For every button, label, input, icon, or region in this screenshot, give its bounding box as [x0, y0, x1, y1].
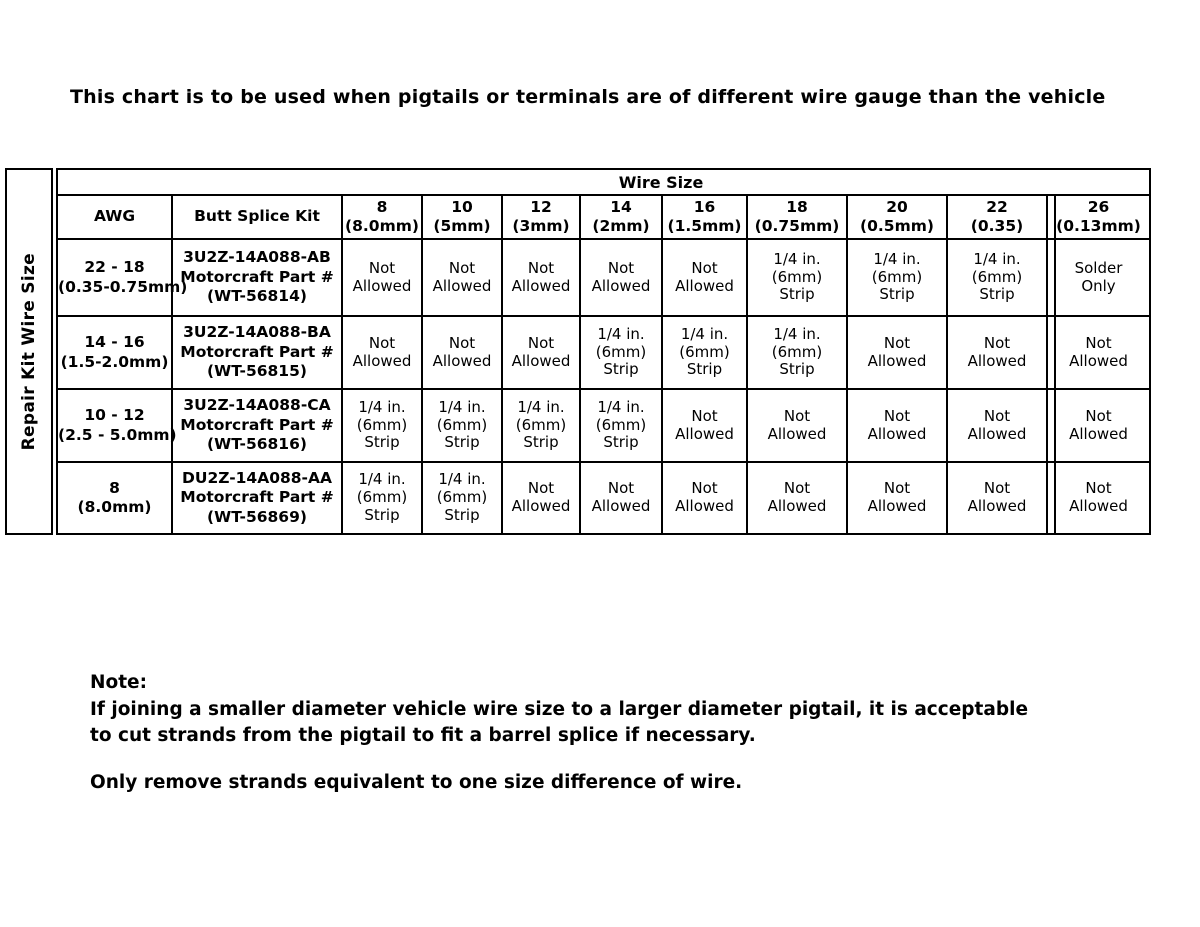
- cell-line: (3mm): [512, 217, 570, 235]
- cell-line: Allowed: [675, 497, 734, 515]
- cell-line: 1/4 in.: [773, 324, 821, 343]
- col-header-size-20: [847, 195, 947, 239]
- cell-line: Strip: [523, 433, 559, 452]
- allowance-cell: [580, 316, 662, 389]
- cell-line: Strip: [686, 360, 723, 379]
- cell-line: (2.5 - 5.0mm): [58, 425, 177, 444]
- allowance-cell: [580, 389, 662, 462]
- cell-line: Allowed: [867, 351, 927, 370]
- allowance-cell: [580, 462, 662, 534]
- cell-line: Allowed: [352, 351, 412, 370]
- cell-line: Not: [527, 333, 555, 352]
- col-header-size-16: [662, 195, 747, 239]
- cell-line: (WT-56814): [207, 287, 307, 306]
- cell-line: Allowed: [767, 497, 827, 515]
- cell-line: Allowed: [1069, 424, 1128, 443]
- cell-line: Not: [691, 479, 718, 498]
- cell-line: 1/4 in.: [358, 397, 406, 416]
- allowance-cell: [847, 316, 947, 389]
- cell-line: (0.35): [970, 217, 1024, 235]
- cell-line: Strip: [879, 285, 915, 304]
- allowance-cell: [747, 316, 847, 389]
- cell-line: (6mm): [515, 415, 567, 434]
- cell-line: (WT-56816): [207, 435, 307, 454]
- cell-line: 18: [786, 197, 808, 216]
- cell-line: Not: [607, 479, 635, 498]
- cell-line: Strip: [603, 433, 639, 452]
- allowance-cell: [342, 316, 422, 389]
- allowance-cell: [502, 462, 580, 534]
- butt-splice-kit-cell: [172, 239, 342, 316]
- cell-line: Not: [783, 479, 811, 498]
- cell-line: Strip: [364, 505, 400, 524]
- cell-line: Not: [448, 258, 476, 277]
- cell-line: Allowed: [352, 276, 412, 295]
- cell-line: (0.13mm): [1056, 217, 1141, 235]
- cell-line: Not: [883, 479, 911, 498]
- allowance-cell: [1047, 316, 1150, 389]
- col-header-size-8: [342, 195, 422, 239]
- cell-line: (6mm): [679, 342, 730, 361]
- cell-line: (6mm): [436, 415, 488, 434]
- cell-line: 1/4 in.: [597, 324, 645, 343]
- cell-line: Allowed: [867, 497, 927, 515]
- cell-line: Allowed: [767, 424, 827, 443]
- cell-line: 14: [610, 197, 632, 216]
- cell-line: Not: [983, 479, 1011, 498]
- cell-line: 12: [530, 197, 552, 216]
- allowance-cell: [1047, 462, 1150, 534]
- allowance-cell: [422, 316, 502, 389]
- allowance-cell: [662, 389, 747, 462]
- cell-line: (5mm): [433, 217, 491, 235]
- cell-line: Allowed: [511, 276, 571, 295]
- cell-line: 22 - 18: [84, 258, 145, 277]
- cell-line: Allowed: [591, 276, 651, 295]
- cell-line: (1.5-2.0mm): [60, 352, 169, 371]
- cell-line: Strip: [603, 360, 639, 379]
- cell-line: Only: [1081, 276, 1116, 295]
- cell-line: Allowed: [1069, 351, 1128, 370]
- cell-line: 14 - 16: [84, 333, 145, 352]
- awg-cell: [57, 462, 172, 534]
- cell-line: 1/4 in.: [358, 470, 406, 489]
- cell-line: Not: [983, 406, 1011, 425]
- cell-line: Allowed: [967, 424, 1027, 443]
- butt-splice-kit-cell: [172, 389, 342, 462]
- cell-line: 1/4 in.: [517, 397, 565, 416]
- allowance-cell: [342, 239, 422, 316]
- awg-cell: [57, 316, 172, 389]
- page-title: This chart is to be used when pigtails or terminals are of different wire gauge than the vehicle: [70, 86, 1106, 108]
- cell-line: Strip: [444, 433, 480, 452]
- cell-line: 22: [986, 197, 1008, 216]
- cell-line: Not: [1085, 333, 1112, 352]
- note-line: to cut strands from the pigtail to fit a barrel splice if necessary.: [90, 725, 756, 746]
- cell-line: Not: [1085, 406, 1112, 425]
- cell-line: (WT-56815): [207, 362, 307, 381]
- cell-line: (6mm): [356, 415, 408, 434]
- allowance-cell: [422, 239, 502, 316]
- allowance-cell: [422, 389, 502, 462]
- cell-line: 1/4 in.: [438, 470, 486, 489]
- cell-line: Allowed: [967, 351, 1027, 370]
- cell-line: (1.5mm): [667, 217, 742, 235]
- allowance-cell: [947, 389, 1047, 462]
- table-row: [57, 239, 1150, 316]
- cell-line: Not: [368, 258, 396, 277]
- allowance-cell: [747, 389, 847, 462]
- table-row: [57, 462, 1150, 534]
- col-header-size-22: [947, 195, 1047, 239]
- allowance-cell: [342, 389, 422, 462]
- column-header-row: [57, 195, 1150, 239]
- col-header-butt-splice-kit: Butt Splice Kit: [172, 195, 342, 239]
- cell-line: Strip: [779, 360, 815, 379]
- allowance-cell: [502, 239, 580, 316]
- cell-line: Not: [527, 258, 555, 277]
- col-header-size-26: [1047, 195, 1150, 239]
- allowance-cell: [747, 462, 847, 534]
- cell-line: 1/4 in.: [597, 397, 645, 416]
- cell-line: Not: [1085, 479, 1112, 498]
- cell-line: (0.5mm): [860, 217, 934, 235]
- cell-line: Not: [448, 333, 476, 352]
- cell-line: 3U2Z-14A088-BA: [183, 323, 331, 342]
- allowance-cell: [947, 462, 1047, 534]
- group-header-row: [57, 169, 1150, 195]
- cell-line: 26: [1087, 197, 1110, 216]
- cell-line: Motorcraft Part #: [180, 342, 334, 361]
- cell-line: Strip: [779, 285, 815, 304]
- cell-line: Allowed: [511, 497, 571, 515]
- cell-line: Allowed: [432, 351, 492, 370]
- cell-line: Allowed: [675, 424, 734, 443]
- cell-line: 1/4 in.: [973, 249, 1021, 268]
- cell-line: Not: [527, 479, 555, 498]
- cell-line: Strip: [364, 433, 400, 452]
- cell-line: (6mm): [595, 342, 647, 361]
- allowance-cell: [1047, 389, 1150, 462]
- awg-cell: [57, 389, 177, 462]
- note-line: Only remove strands equivalent to one size difference of wire.: [90, 771, 743, 793]
- allowance-cell: [662, 316, 747, 389]
- allowance-cell: [847, 239, 947, 316]
- cell-line: 1/4 in.: [773, 249, 821, 268]
- cell-line: 8: [109, 478, 120, 497]
- wire-size-group-header: Wire Size: [57, 169, 1150, 195]
- butt-splice-kit-cell: [172, 316, 342, 389]
- allowance-cell: [502, 316, 580, 389]
- cell-line: 10 - 12: [84, 406, 145, 425]
- cell-line: 3U2Z-14A088-AB: [183, 248, 331, 267]
- cell-line: Allowed: [511, 351, 571, 370]
- cell-line: (0.75mm): [754, 217, 840, 235]
- wire-size-chart: [5, 168, 1151, 535]
- side-label-cell: [5, 168, 53, 535]
- cell-line: (6mm): [356, 488, 408, 507]
- cell-line: Allowed: [591, 497, 651, 515]
- cell-line: Not: [691, 406, 718, 425]
- table-row: [57, 389, 1150, 462]
- cell-line: 10: [451, 197, 473, 216]
- col-header-size-10: [422, 195, 502, 239]
- cell-line: Not: [983, 333, 1011, 352]
- note-heading: Note:: [90, 672, 147, 693]
- awg-cell: [57, 239, 188, 316]
- allowance-cell: [747, 239, 847, 316]
- cell-line: (6mm): [595, 415, 647, 434]
- allowance-cell: [847, 462, 947, 534]
- col-header-size-14: [580, 195, 662, 239]
- allowance-cell: [662, 462, 747, 534]
- allowance-cell: [947, 239, 1047, 316]
- cell-line: Not: [883, 333, 911, 352]
- col-header-awg: AWG: [57, 195, 172, 239]
- cell-line: 8: [376, 197, 388, 216]
- cell-line: 20: [886, 197, 908, 216]
- cell-line: Not: [368, 333, 396, 352]
- cell-line: Motorcraft Part #: [180, 267, 334, 286]
- allowance-cell: [1047, 239, 1150, 316]
- cell-line: 1/4 in.: [438, 397, 486, 416]
- cell-line: Strip: [444, 505, 480, 524]
- allowance-cell: [662, 239, 747, 316]
- cell-line: Strip: [979, 285, 1015, 304]
- allowance-cell: [580, 239, 662, 316]
- cell-line: (0.35-0.75mm): [58, 277, 188, 296]
- cell-line: 1/4 in.: [680, 324, 729, 343]
- cell-line: Allowed: [675, 276, 734, 295]
- cell-line: Motorcraft Part #: [180, 415, 334, 434]
- cell-line: Allowed: [967, 497, 1027, 515]
- cell-line: (6mm): [771, 342, 823, 361]
- cell-line: DU2Z-14A088-AA: [182, 468, 332, 487]
- table-row: [57, 316, 1150, 389]
- cell-line: Solder: [1074, 258, 1123, 277]
- cell-line: Allowed: [1069, 497, 1128, 515]
- allowance-cell: [342, 462, 422, 534]
- allowance-cell: [847, 389, 947, 462]
- allowance-cell: [422, 462, 502, 534]
- wire-size-table: [56, 168, 1151, 535]
- cell-line: Allowed: [432, 276, 492, 295]
- cell-line: Motorcraft Part #: [180, 488, 334, 507]
- cell-line: Not: [607, 258, 635, 277]
- note-line: If joining a smaller diameter vehicle wire size to a larger diameter pigtail, it is acceptable: [90, 698, 1028, 720]
- cell-line: Not: [783, 406, 811, 425]
- cell-line: (6mm): [971, 267, 1023, 286]
- cell-line: (WT-56869): [207, 507, 307, 526]
- col-header-size-12: [502, 195, 580, 239]
- col-header-size-18: [747, 195, 847, 239]
- cell-line: 3U2Z-14A088-CA: [183, 396, 331, 415]
- cell-line: (8.0mm): [77, 498, 152, 516]
- allowance-cell: [502, 389, 580, 462]
- cell-line: (8.0mm): [345, 217, 419, 235]
- cell-line: Not: [691, 258, 718, 277]
- cell-line: Not: [883, 406, 911, 425]
- cell-line: 1/4 in.: [873, 249, 921, 268]
- note-block: [90, 670, 1028, 796]
- cell-line: 16: [693, 197, 716, 216]
- allowance-cell: [947, 316, 1047, 389]
- cell-line: (6mm): [871, 267, 923, 286]
- cell-line: (6mm): [436, 488, 488, 507]
- repair-kit-wire-size-label: Repair Kit Wire Size: [19, 252, 39, 451]
- cell-line: Allowed: [867, 424, 927, 443]
- cell-line: (6mm): [771, 267, 823, 286]
- cell-line: (2mm): [592, 217, 650, 235]
- butt-splice-kit-cell: [172, 462, 342, 534]
